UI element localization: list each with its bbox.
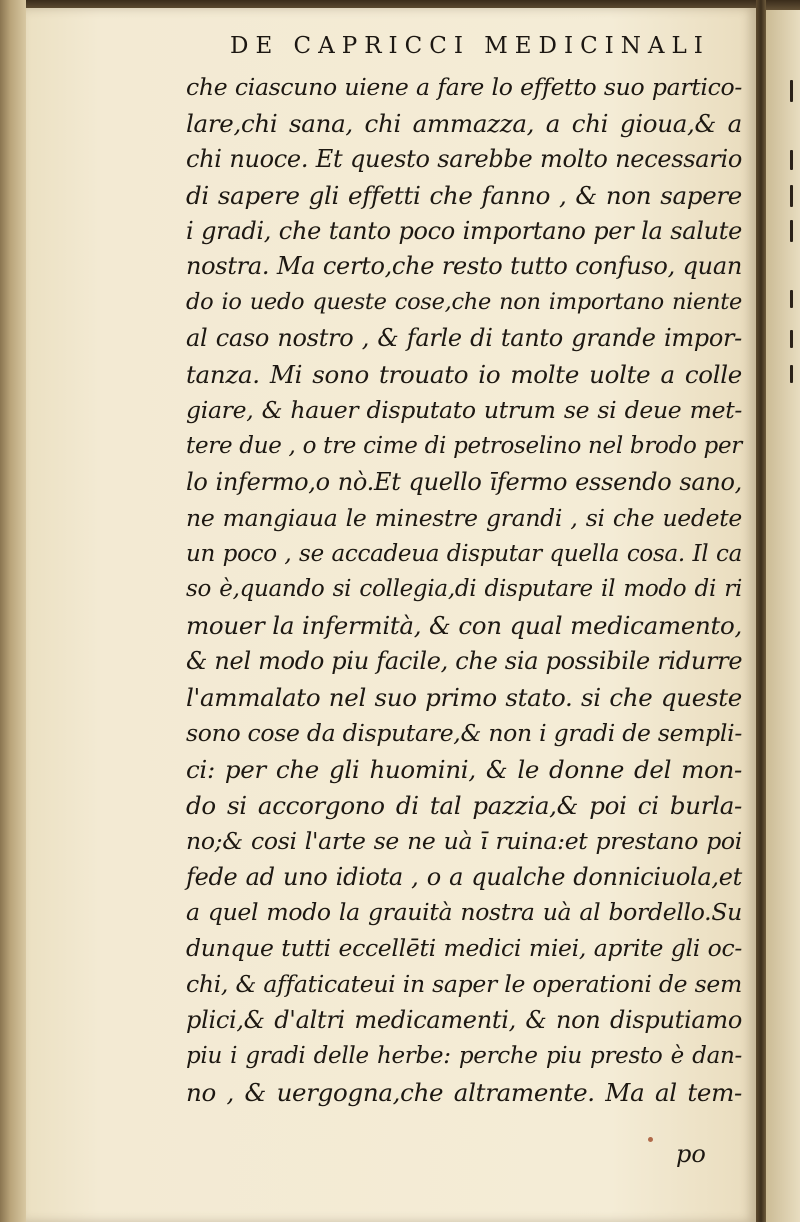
book-left-edge	[0, 0, 26, 1222]
text-line: piu i gradi delle herbe: perche piu presto è dan-	[186, 1043, 742, 1070]
text-line: che ciascuno uiene a fare lo effetto suo partico-	[186, 73, 742, 101]
text-line: no , & uergogna,che altramente. Ma al tem-	[186, 1077, 742, 1107]
facing-page-letter-fragment	[790, 365, 793, 383]
text-line: l'ammalato nel suo primo stato. si che queste	[186, 683, 742, 713]
text-line: tanza. Mi sono trouato io molte uolte a colle	[186, 360, 742, 390]
text-line: chi, & affaticateui in saper le operationi de sem	[186, 970, 742, 999]
facing-page-letter-fragment	[790, 150, 793, 170]
facing-page-edge	[766, 10, 800, 1222]
text-line: sono cose da disputare,& non i gradi de sempli-	[186, 719, 742, 748]
text-line: ne mangiaua le minestre grandi , si che uedete	[186, 503, 742, 532]
facing-page-letter-fragment	[790, 220, 793, 242]
text-line: do si accorgono di tal pazzia,& poi ci burla-	[186, 790, 742, 820]
text-line: do io uedo queste cose,che non importano niente	[186, 289, 742, 316]
text-line: i gradi, che tanto poco importano per la salute	[186, 216, 742, 245]
text-line: plici,& d'altri medicamenti, & non disputiamo	[186, 1006, 742, 1035]
body-text	[186, 70, 742, 1111]
text-line: & nel modo piu facile, che sia possibile ridurre	[186, 647, 743, 676]
text-line: tere due , o tre cime di petroselino nel brodo per	[186, 432, 742, 459]
text-line: fede ad uno idiota , o a qualche donniciuola,et	[186, 862, 742, 891]
text-line: lo infermo,o nò.Et quello īfermo essendo sano,	[186, 467, 742, 496]
text-line: chi nuoce. Et questo sarebbe molto necessario	[186, 144, 742, 173]
text-line: ci: per che gli huomini, & le donne del mon-	[186, 754, 742, 784]
text-line: dunque tutti eccellēti medici miei, aprite gli oc-	[186, 934, 742, 963]
page-speck	[648, 1137, 653, 1142]
text-line: mouer la infermità, & con qual medicamento,	[186, 611, 742, 641]
text-line: giare, & hauer disputato utrum se si deue met-	[186, 396, 742, 425]
catchword: po	[676, 1140, 706, 1168]
text-line: nostra. Ma certo,che resto tutto confuso, quan	[186, 252, 742, 281]
text-line: un poco , se accadeua disputar quella cosa. Il ca	[186, 540, 742, 567]
facing-page-letter-fragment	[790, 330, 793, 348]
text-line: no;& cosi l'arte se ne uà ī ruina:et prestano poi	[186, 826, 742, 855]
running-head: DE CAPRICCI MEDICINALI	[230, 33, 710, 59]
text-line: di sapere gli effetti che fanno , & non sapere	[186, 180, 742, 210]
text-line: so è,quando si collegia,di disputare il modo di ri	[186, 576, 742, 603]
text-line: lare,chi sana, chi ammazza, a chi gioua,& a	[186, 108, 742, 138]
facing-page-letter-fragment	[790, 185, 793, 207]
book-gutter	[756, 0, 766, 1222]
text-line: a quel modo la grauità nostra uà al bordello.Su	[186, 898, 742, 927]
text-line: al caso nostro , & farle di tanto grande impor-	[186, 324, 742, 353]
facing-page-letter-fragment	[790, 80, 793, 102]
facing-page-letter-fragment	[790, 290, 793, 308]
